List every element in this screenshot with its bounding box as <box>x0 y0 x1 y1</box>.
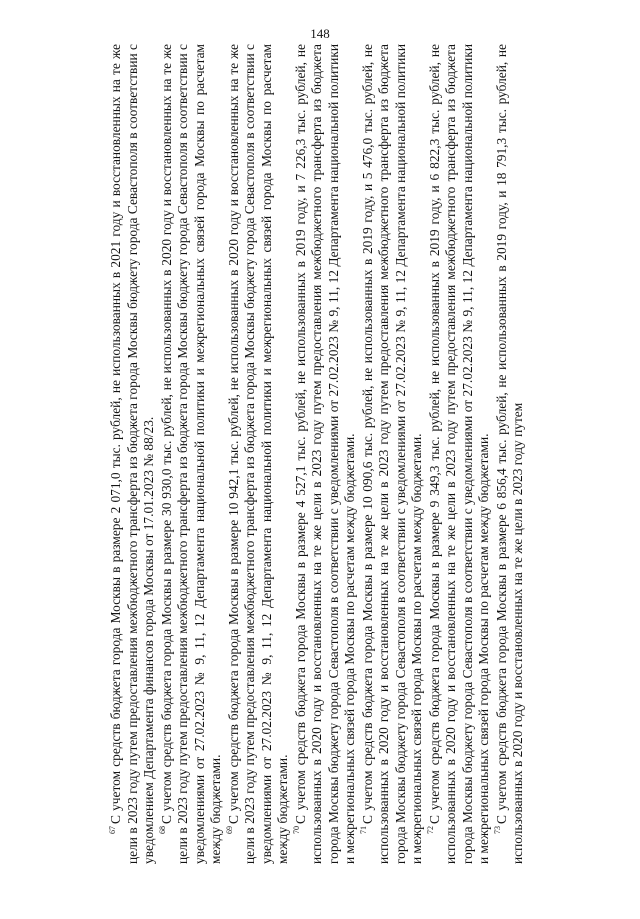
footnote-text: С учетом средств бюджета города Москвы в размере 6 856,4 тыс. рублей, не использованных в 2019 году, и 18 791,3 тыс. рублей, не использованных в 2020 году и восстановленных на те же цели в 2023 году путем <box>493 44 525 864</box>
footnote <box>159 44 225 864</box>
footnote-text: С учетом средств бюджета города Москвы в размере 2 071,0 тыс. рублей, не использованных в 2021 году и восстановленных на те же цели в 2023 году путем предоставления межбюджетного трансферта из бюджета города Москвы бюджету города Севастополя в соответствии с уведомлением Департамента финансов города Москвы от 17.01.2023 № 88/23. <box>108 44 156 864</box>
footnote-text: С учетом средств бюджета города Москвы в размере 9 349,3 тыс. рублей, не использованных в 2019 году, и 6 822,3 тыс. рублей, не использованных в 2020 году и восстановленных на те же цели в 2023 году путем предоставления межбюджетного трансферта из бюджета города Москвы бюджету города Севастополя в соответствии с уведомлениями от 27.02.2023 № 9, 11, 12 Департамента национальной политики и межрегиональных связей города Москвы по расчетам между бюджетами. <box>426 44 491 864</box>
footnote <box>293 44 359 864</box>
footnote-text: С учетом средств бюджета города Москвы в размере 10 942,1 тыс. рублей, не использованных в 2020 году и восстановленных на те же цели в 2023 году путем предоставления межбюджетного трансферта из бюджета города Москвы бюджету города Севастополя в соответствии с уведомлениями от 27.02.2023 № 9, 11, 12 Департамента национальной политики и межрегиональных связей города Москвы по расчетам между бюджетами. <box>225 44 290 864</box>
footnote-number: 73 <box>493 826 503 834</box>
footnote <box>226 44 292 864</box>
footnote <box>427 44 493 864</box>
footnote-number: 71 <box>359 826 369 834</box>
footnote-text: С учетом средств бюджета города Москвы в размере 10 090,6 тыс. рублей, не использованных в 2019 году, и 5 476,0 тыс. рублей, не использованных в 2020 году и восстановленных на те же цели в 2023 году путем предоставления межбюджетного трансферта из бюджета города Москвы бюджету города Севастополя в соответствии с уведомлениями от 27.02.2023 № 9, 11, 12 Департамента национальной политики и межрегиональных связей города Москвы по расчетам между бюджетами. <box>359 44 424 864</box>
footnote <box>360 44 426 864</box>
footnote-number: 72 <box>426 826 436 834</box>
page-number: 148 <box>310 26 330 41</box>
footnote-number: 68 <box>158 826 168 834</box>
footnote-text: С учетом средств бюджета города Москвы в размере 4 527,1 тыс. рублей, не использованных в 2019 году, и 7 226,3 тыс. рублей, не использованных в 2020 году и восстановленных на те же цели в 2023 году путем предоставления межбюджетного трансферта из бюджета города Москвы бюджету города Севастополя в соответствии с уведомлениями от 27.02.2023 № 9, 11, 12 Департамента национальной политики и межрегиональных связей города Москвы по расчетам между бюджетами. <box>292 44 357 864</box>
footnote <box>494 44 527 864</box>
footnote-number: 70 <box>292 826 302 834</box>
footnote-number: 69 <box>225 826 235 834</box>
rotated-footnotes <box>108 44 623 864</box>
footnote <box>108 44 158 864</box>
footnote-text: С учетом средств бюджета города Москвы в размере 30 930,0 тыс. рублей, не использованных в 2020 году и восстановленных на те же цели в 2023 году путем предоставления межбюджетного трансферта из бюджета города Москвы бюджету города Севастополя в соответствии с уведомлениями от 27.02.2023 № 9, 11, 12 Департамента национальной политики и межрегиональных связей города Москвы по расчетам между бюджетами. <box>158 44 223 864</box>
footnote-number: 67 <box>107 826 117 834</box>
